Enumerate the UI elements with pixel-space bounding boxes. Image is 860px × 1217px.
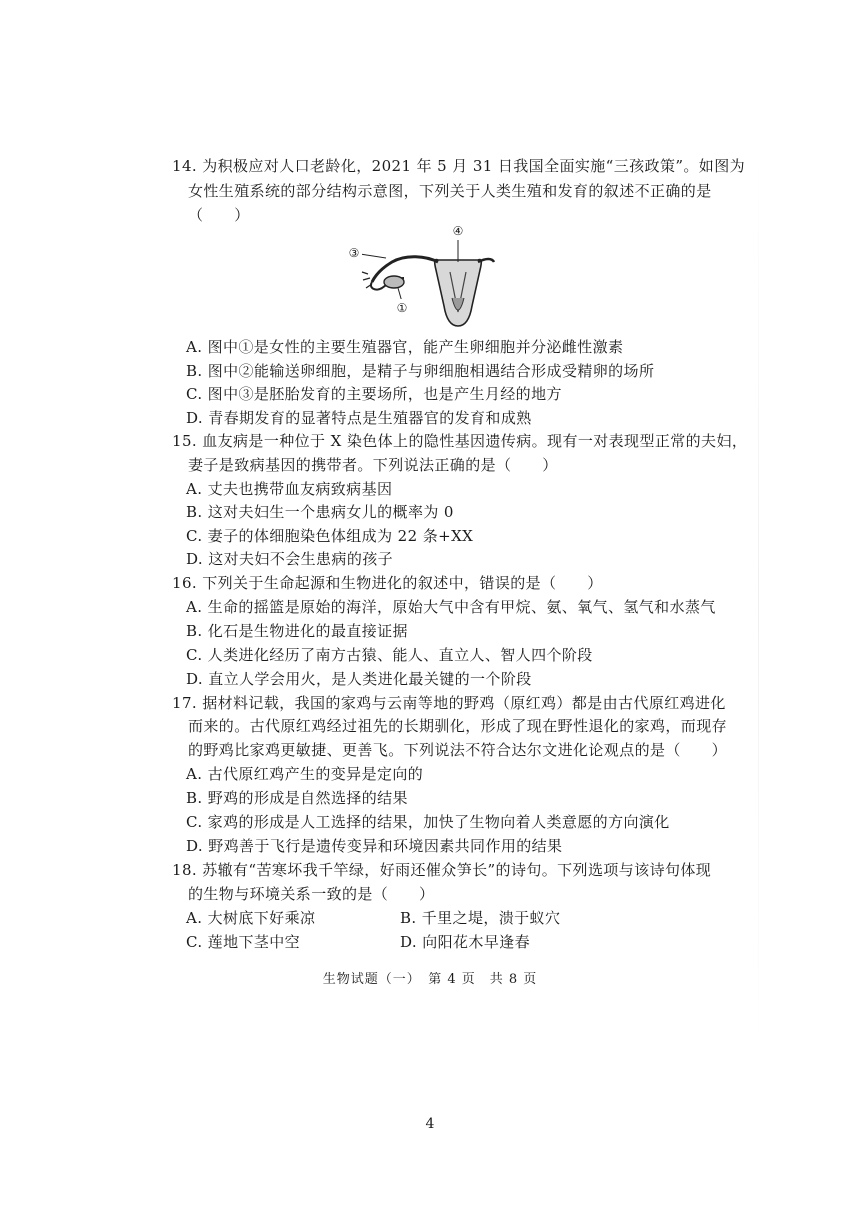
q18-option-c: C. 莲地下茎中空 [186,933,301,951]
q18-option-d: D. 向阳花木早逢春 [400,933,531,951]
q18-stem-line-2: 的生物与环境关系一致的是（ ） [188,885,435,903]
q17-stem-line-1: 17. 据材料记载，我国的家鸡与云南等地的野鸡（原红鸡）都是由古代原红鸡进化 [172,694,726,712]
q15-option-d: D. 这对夫妇不会生患病的孩子 [186,550,394,568]
q14-option-a: A. 图中①是女性的主要生殖器官，能产生卵细胞并分泌雌性激素 [186,338,624,356]
q14-stem-line-1: 14. 为积极应对人口老龄化，2021 年 5 月 31 日我国全面实施“三孩政策”。如图为 [172,157,746,175]
q15-stem-line-2: 妻子是致病基因的携带者。下列说法正确的是（ ） [188,456,558,474]
figure-label-1: ① [394,299,410,317]
figure-label-3: ③ [346,244,362,262]
q16-stem-line-1: 16. 下列关于生命起源和生物进化的叙述中，错误的是（ ） [172,574,603,592]
q14-option-c: C. 图中③是胚胎发育的主要场所，也是产生月经的地方 [186,385,562,403]
q15-option-b: B. 这对夫妇生一个患病女儿的概率为 0 [186,503,454,521]
q18-option-b: B. 千里之堤，溃于蚁穴 [400,909,561,927]
female-reproductive-system-diagram [346,222,496,332]
q16-option-c: C. 人类进化经历了南方古猿、能人、直立人、智人四个阶段 [186,646,593,664]
q17-stem-line-2: 而来的。古代原红鸡经过祖先的长期驯化，形成了现在野性退化的家鸡，而现存 [188,717,728,735]
q16-option-d: D. 直立人学会用火，是人类进化最关键的一个阶段 [186,670,532,688]
q16-option-a: A. 生命的摇篮是原始的海洋，原始大气中含有甲烷、氨、氧气、氢气和水蒸气 [186,598,716,616]
q14-answer-bracket: （ ） [188,206,250,224]
figure-label-4: ④ [450,222,466,240]
q17-option-b: B. 野鸡的形成是自然选择的结果 [186,789,408,807]
q17-option-c: C. 家鸡的形成是人工选择的结果，加快了生物向着人类意愿的方向演化 [186,813,670,831]
q17-stem-line-3: 的野鸡比家鸡更敏捷、更善飞。下列说法不符合达尔文进化论观点的是（ ） [188,741,728,759]
q15-stem-line-1: 15. 血友病是一种位于 X 染色体上的隐性基因遗传病。现有一对表现型正常的夫妇， [172,432,748,450]
q15-option-c: C. 妻子的体细胞染色体组成为 22 条+XX [186,527,474,545]
q18-stem-line-1: 18. 苏辙有“苦寒坏我千竿绿，好雨还催众笋长”的诗句。下列选项与该诗句体现 [172,861,712,879]
q17-option-a: A. 古代原红鸡产生的变异是定向的 [186,765,424,783]
q14-option-b: B. 图中②能输送卵细胞，是精子与卵细胞相遇结合形成受精卵的场所 [186,362,655,380]
q14-stem-line-2: 女性生殖系统的部分结构示意图，下列关于人类生殖和发育的叙述不正确的是 [188,182,712,200]
q14-option-d: D. 青春期发育的显著特点是生殖器官的发育和成熟 [186,409,532,427]
scan-shadow [758,150,759,1050]
q16-option-b: B. 化石是生物进化的最直接证据 [186,622,408,640]
q15-option-a: A. 丈夫也携带血友病致病基因 [186,480,393,498]
q18-option-a: A. 大树底下好乘凉 [186,909,316,927]
exam-footer: 生物试题（一） 第 4 页 共 8 页 [322,972,538,987]
q17-option-d: D. 野鸡善于飞行是遗传变异和环境因素共同作用的结果 [186,837,563,855]
uterus-diagram-icon [346,222,496,332]
page-number: 4 [425,1116,435,1132]
